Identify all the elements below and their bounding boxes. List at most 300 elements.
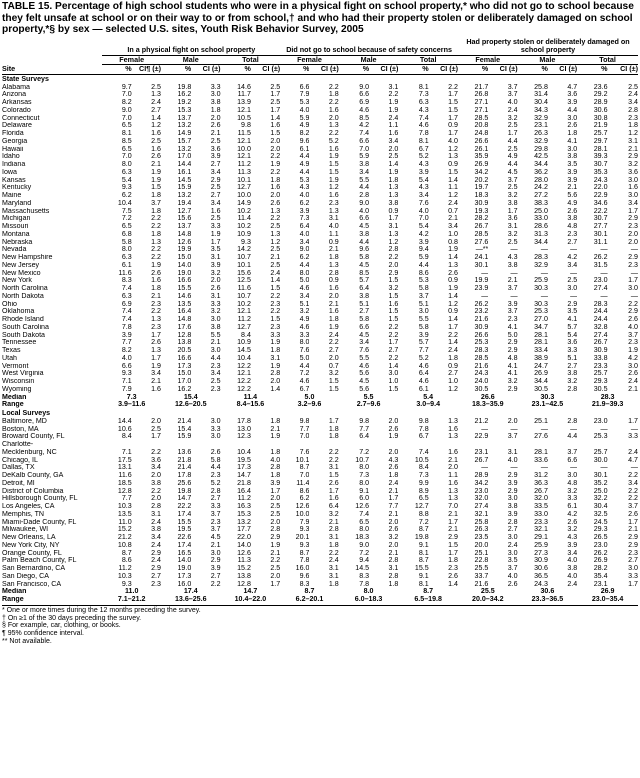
- pct-cell: 7.0: [299, 433, 310, 441]
- pct-cell: 26.6: [474, 137, 489, 145]
- ci-cell: 2.2: [628, 300, 638, 308]
- table-row: [2, 386, 638, 394]
- pct-cell: 7.6: [299, 347, 310, 355]
- pct-cell: 13.2: [177, 145, 192, 153]
- ci-cell: 4.1: [507, 323, 518, 331]
- ci-cell: 1.7: [448, 91, 458, 99]
- pct-cell: 30.7: [593, 161, 608, 169]
- pct-cell: 16.0: [295, 565, 310, 573]
- range-label: Range: [2, 596, 102, 605]
- pct-cell: 27.3: [534, 549, 548, 557]
- ci-cell: 2.2: [270, 215, 281, 223]
- pct-cell: 9.0: [121, 106, 132, 114]
- pct-cell: 9.6: [359, 246, 370, 254]
- ci-cell: 2.5: [151, 83, 161, 91]
- table-row: [2, 418, 638, 426]
- ci-cell: —: [570, 292, 578, 300]
- pct-cell: 11.0: [118, 518, 132, 526]
- site-name: DeKalb County, GA: [2, 472, 64, 480]
- ci-cell: 1.8: [270, 176, 281, 184]
- table-row: [2, 254, 638, 262]
- pct-cell: 26.2: [593, 549, 608, 557]
- pct-cell: 16.4: [237, 487, 251, 495]
- pct-cell: 9.3: [121, 580, 132, 588]
- ci-cell: 2.1: [210, 339, 221, 347]
- ci-cell: 3.9: [270, 479, 281, 487]
- pct-cell: —: [481, 425, 489, 433]
- ci-cell: 4.2: [567, 254, 578, 262]
- ci-cell: 2.6: [507, 580, 518, 588]
- pct-cell: 5.5: [418, 316, 429, 324]
- ci-cell: 2.8: [388, 557, 399, 565]
- site-name: Kentucky: [2, 184, 32, 192]
- table-row: [2, 301, 638, 309]
- median-value: 17.4: [183, 588, 198, 596]
- pct-cell: 7.0: [299, 472, 310, 480]
- pct-cell: 30.8: [593, 114, 608, 122]
- pct-cell: 9.4: [359, 557, 370, 565]
- ci-cell: 3.4: [210, 168, 221, 176]
- ci-cell: 2.8: [270, 526, 281, 534]
- pct-cell: 15.0: [177, 254, 192, 262]
- pct-cell: 19.0: [177, 565, 192, 573]
- ci-cell: 2.6: [210, 285, 221, 293]
- group-header-safety: Did not go to school because of safety concerns: [280, 38, 458, 56]
- ci-cell: 3.2: [388, 285, 399, 293]
- ci-cell: 1.6: [328, 145, 339, 153]
- ci-cell: 4.4: [507, 137, 518, 145]
- pct-header: %: [339, 65, 369, 75]
- ci-cell: 2.2: [151, 487, 161, 495]
- median-value: 26.9: [600, 588, 615, 596]
- ci-cell: 1.8: [388, 472, 399, 480]
- ci-cell: 2.3: [448, 565, 458, 573]
- pct-cell: 30.3: [534, 300, 548, 308]
- ci-cell: 3.2: [210, 308, 221, 316]
- ci-cell: 1.8: [151, 192, 161, 200]
- ci-cell: 2.2: [328, 99, 339, 107]
- pct-cell: 4.5: [359, 223, 370, 231]
- site-name: Wyoming: [2, 385, 32, 393]
- ci-cell: 2.5: [507, 184, 518, 192]
- pct-cell: 25.0: [593, 487, 608, 495]
- pct-cell: 28.9: [593, 99, 608, 107]
- ci-cell: 2.0: [628, 230, 638, 238]
- ci-cell: 4.4: [567, 106, 578, 114]
- pct-cell: 14.5: [355, 565, 370, 573]
- pct-cell: 23.1: [474, 448, 489, 456]
- sex-header-male: Male: [161, 55, 221, 65]
- ci-cell: 3.6: [151, 456, 161, 464]
- pct-cell: 10.7: [355, 456, 370, 464]
- median-value: 14.7: [243, 588, 258, 596]
- pct-cell: 9.8: [241, 122, 251, 130]
- ci-cell: 3.2: [567, 487, 578, 495]
- ci-cell: 1.9: [270, 433, 281, 441]
- ci-cell: 3.0: [210, 417, 221, 425]
- ci-cell: 1.8: [328, 316, 339, 324]
- ci-cell: 6.4: [328, 503, 339, 511]
- pct-cell: —: [540, 292, 548, 300]
- ci-cell: 2.9: [507, 472, 518, 480]
- pct-cell: 16.0: [177, 580, 192, 588]
- ci-cell: 2.8: [328, 526, 339, 534]
- pct-cell: 25.3: [593, 433, 608, 441]
- ci-cell: —: [630, 464, 638, 472]
- ci-cell: 1.2: [448, 385, 458, 393]
- ci-cell: 3.1: [328, 215, 339, 223]
- ci-cell: 2.4: [270, 269, 281, 277]
- pct-cell: 22.9: [474, 433, 489, 441]
- pct-cell: 26.3: [474, 526, 489, 534]
- pct-cell: 3.9: [299, 207, 310, 215]
- ci-cell: 1.6: [151, 385, 161, 393]
- ci-cell: 1.7: [628, 207, 638, 215]
- pct-cell: 33.7: [474, 572, 489, 580]
- pct-cell: 25.1: [474, 549, 489, 557]
- ci-cell: 1.3: [388, 192, 399, 200]
- ci-cell: 2.5: [507, 145, 518, 153]
- ci-cell: 2.7: [388, 347, 399, 355]
- ci-cell: 2.9: [628, 153, 638, 161]
- ci-cell: 2.3: [210, 385, 221, 393]
- pct-cell: 18.3: [474, 192, 489, 200]
- pct-cell: 22.2: [177, 503, 192, 511]
- pct-cell: 23.2: [474, 308, 489, 316]
- pct-cell: 30.5: [474, 385, 489, 393]
- pct-cell: 36.2: [534, 168, 548, 176]
- ci-cell: 2.0: [270, 495, 281, 503]
- pct-cell: 7.7: [299, 425, 310, 433]
- ci-cell: 3.6: [507, 215, 518, 223]
- pct-cell: 10.0: [237, 192, 251, 200]
- ci-cell: 4.0: [448, 137, 458, 145]
- range-value: 8.4–15.6: [236, 401, 265, 409]
- pct-cell: 9.3: [241, 238, 251, 246]
- site-name: Kansas: [2, 176, 26, 184]
- ci-cell: 2.2: [151, 308, 161, 316]
- pct-cell: 10.4: [117, 199, 132, 207]
- ci-cell: 2.1: [567, 184, 578, 192]
- pct-cell: 32.9: [534, 261, 548, 269]
- ci-header: CI (±): [488, 65, 517, 75]
- pct-cell: 17.8: [177, 472, 192, 480]
- pct-cell: 15.0: [177, 370, 192, 378]
- ci-cell: 2.5: [628, 83, 638, 91]
- pct-cell: 8.3: [299, 580, 310, 588]
- ci-cell: —: [630, 269, 638, 277]
- ci-cell: 3.4: [151, 370, 161, 378]
- ci-cell: 2.0: [388, 417, 399, 425]
- pct-cell: 28.1: [534, 339, 548, 347]
- pct-cell: 6.6: [121, 362, 132, 370]
- pct-cell: 12.8: [117, 487, 132, 495]
- pct-cell: 8.7: [418, 557, 429, 565]
- table-row: [2, 84, 638, 92]
- pct-cell: 42.5: [534, 153, 548, 161]
- ci-cell: 4.2: [567, 510, 578, 518]
- ci-cell: 3.1: [388, 83, 399, 91]
- ci-cell: 2.4: [448, 347, 458, 355]
- pct-cell: 34.2: [474, 168, 489, 176]
- ci-cell: 5.0: [507, 331, 518, 339]
- pct-cell: 4.0: [121, 354, 132, 362]
- ci-cell: 1.4: [151, 114, 161, 122]
- pct-cell: 23.0: [593, 277, 608, 285]
- pct-cell: 33.8: [593, 354, 608, 362]
- pct-cell: 25.9: [534, 277, 548, 285]
- pct-cell: 7.4: [418, 114, 429, 122]
- pct-cell: 6.4: [299, 223, 310, 231]
- pct-cell: 3.9: [418, 238, 429, 246]
- pct-cell: —: [481, 269, 489, 277]
- table-row: [2, 534, 638, 542]
- pct-cell: 25.0: [534, 207, 548, 215]
- ci-cell: 1.5: [388, 308, 399, 316]
- ci-cell: 1.9: [151, 168, 161, 176]
- ci-cell: 1.6: [328, 495, 339, 503]
- pct-cell: 16.4: [177, 308, 192, 316]
- ci-cell: 2.7: [210, 495, 221, 503]
- pct-cell: 20.8: [474, 122, 489, 130]
- ci-cell: 2.3: [151, 323, 161, 331]
- pct-cell: 12.7: [414, 503, 429, 511]
- pct-cell: 32.1: [534, 526, 548, 534]
- pct-cell: 10.6: [117, 425, 132, 433]
- ci-cell: 3.4: [567, 261, 578, 269]
- site-name: Delaware: [2, 122, 32, 130]
- pct-cell: 21.4: [177, 417, 192, 425]
- table-row: [2, 239, 638, 247]
- ci-cell: 3.8: [151, 479, 161, 487]
- pct-cell: —: [600, 425, 608, 433]
- pct-cell: 24.5: [593, 518, 608, 526]
- ci-cell: 2.4: [507, 541, 518, 549]
- site-name: Massachusetts: [2, 207, 50, 215]
- ci-cell: 1.7: [628, 580, 638, 588]
- pct-cell: 25.1: [534, 417, 548, 425]
- pct-cell: 14.9: [237, 199, 251, 207]
- pct-cell: 7.4: [121, 316, 132, 324]
- pct-cell: 4.0: [418, 207, 429, 215]
- pct-cell: 6.5: [418, 495, 429, 503]
- ci-cell: 1.3: [448, 153, 458, 161]
- ci-cell: 2.9: [628, 541, 638, 549]
- ci-cell: 2.2: [448, 83, 458, 91]
- ci-cell: 5.1: [567, 354, 578, 362]
- pct-cell: 17.6: [177, 323, 192, 331]
- pct-cell: 12.7: [237, 323, 251, 331]
- ci-cell: 4.8: [567, 479, 578, 487]
- ci-cell: 2.0: [328, 114, 339, 122]
- ci-cell: 2.3: [507, 316, 518, 324]
- pct-cell: 13.9: [237, 99, 251, 107]
- ci-cell: 2.1: [151, 378, 161, 386]
- ci-cell: 3.0: [210, 433, 221, 441]
- footnote: § For example, car, clothing, or books.: [2, 622, 121, 630]
- page: [2, 0, 638, 646]
- pct-cell: 8.3: [359, 572, 370, 580]
- ci-cell: —: [510, 269, 518, 277]
- pct-cell: 4.3: [299, 184, 310, 192]
- ci-cell: 3.4: [628, 199, 638, 207]
- ci-cell: —: [510, 425, 518, 433]
- ci-cell: 3.2: [567, 526, 578, 534]
- pct-cell: 27.0: [534, 316, 548, 324]
- ci-cell: 2.2: [628, 487, 638, 495]
- pct-cell: 9.3: [121, 370, 132, 378]
- pct-cell: 14.4: [117, 417, 132, 425]
- ci-cell: 2.9: [270, 534, 281, 542]
- ci-cell: 4.8: [507, 354, 518, 362]
- pct-cell: 26.7: [593, 339, 608, 347]
- ci-cell: 2.7: [567, 238, 578, 246]
- pct-cell: 4.2: [418, 230, 429, 238]
- ci-cell: 2.6: [388, 425, 399, 433]
- ci-cell: 2.2: [448, 331, 458, 339]
- pct-cell: 21.4: [177, 464, 192, 472]
- ci-cell: 2.5: [270, 503, 281, 511]
- site-name: San Francisco, CA: [2, 580, 62, 588]
- pct-cell: 5.0: [299, 354, 310, 362]
- pct-cell: 14.6: [237, 83, 251, 91]
- ci-cell: 2.4: [507, 106, 518, 114]
- pct-cell: 8.6: [418, 269, 429, 277]
- pct-cell: 19.8: [177, 83, 192, 91]
- table-row: [2, 449, 638, 457]
- ci-cell: 1.6: [270, 184, 281, 192]
- pct-cell: 12.1: [237, 106, 251, 114]
- table-row: [2, 115, 638, 123]
- ci-cell: 7.0: [448, 503, 458, 511]
- pct-cell: 34.4: [534, 378, 548, 386]
- ci-cell: 3.8: [210, 99, 221, 107]
- pct-cell: 34.2: [474, 479, 489, 487]
- site-name: Rhode Island: [2, 316, 44, 324]
- ci-cell: 3.5: [567, 308, 578, 316]
- pct-cell: 17.4: [177, 510, 192, 518]
- pct-cell: 9.0: [299, 246, 310, 254]
- ci-cell: 1.6: [328, 106, 339, 114]
- ci-cell: 3.0: [210, 316, 221, 324]
- ci-cell: 3.0: [628, 176, 638, 184]
- pct-cell: 6.9: [121, 300, 132, 308]
- ci-cell: 2.7: [151, 572, 161, 580]
- ci-cell: 1.8: [448, 354, 458, 362]
- ci-cell: 3.1: [507, 223, 518, 231]
- pct-cell: 4.0: [299, 230, 310, 238]
- ci-cell: 2.1: [270, 254, 281, 262]
- table-row: [2, 169, 638, 177]
- ci-cell: 3.8: [210, 323, 221, 331]
- pct-cell: 13.8: [177, 339, 192, 347]
- ci-cell: 2.7: [328, 347, 339, 355]
- site-name: Missouri: [2, 223, 29, 231]
- ci-cell: 3.2: [507, 114, 518, 122]
- pct-cell: 6.1: [121, 261, 132, 269]
- pct-cell: 23.9: [474, 285, 489, 293]
- ci-cell: 1.6: [151, 130, 161, 138]
- pct-header: %: [577, 65, 607, 75]
- ci-cell: 3.4: [210, 370, 221, 378]
- ci-cell: 1.8: [328, 254, 339, 262]
- ci-cell: 3.3: [567, 347, 578, 355]
- pct-cell: 4.0: [299, 192, 310, 200]
- ci-cell: 3.5: [210, 246, 221, 254]
- ci-cell: 4.0: [270, 456, 281, 464]
- table-row: [2, 91, 638, 99]
- ci-cell: 3.0: [210, 347, 221, 355]
- site-name: Michigan: [2, 215, 31, 223]
- pct-cell: 28.5: [474, 230, 489, 238]
- ci-cell: 3.1: [151, 510, 161, 518]
- ci-cell: —: [570, 246, 578, 254]
- pct-cell: 33.0: [534, 510, 548, 518]
- pct-cell: 26.7: [474, 223, 489, 231]
- ci-cell: 1.7: [388, 339, 399, 347]
- pct-cell: 3.4: [299, 292, 310, 300]
- ci-cell: 3.1: [507, 448, 518, 456]
- sex-header-female: Female: [280, 55, 339, 65]
- range-value: 6.2–20.1: [280, 596, 339, 605]
- pct-cell: 31.3: [534, 230, 548, 238]
- ci-header: CI (±): [191, 65, 220, 75]
- ci-cell: 2.1: [448, 215, 458, 223]
- pct-cell: 7.3: [418, 91, 429, 99]
- ci-cell: 1.1: [448, 472, 458, 480]
- ci-cell: 3.7: [507, 176, 518, 184]
- pct-cell: 6.4: [418, 370, 429, 378]
- pct-cell: 8.6: [299, 487, 310, 495]
- pct-cell: 8.1: [418, 580, 429, 588]
- range-value: 6.5–19.8: [398, 596, 458, 605]
- ci-cell: 2.2: [151, 215, 161, 223]
- ci-cell: 1.9: [388, 433, 399, 441]
- pct-cell: 16.6: [177, 277, 192, 285]
- ci-cell: 2.5: [210, 184, 221, 192]
- pct-cell: 7.9: [299, 518, 310, 526]
- ci-cell: 1.9: [270, 541, 281, 549]
- pct-cell: 9.4: [418, 246, 429, 254]
- ci-cell: 2.2: [328, 456, 339, 464]
- ci-cell: 4.0: [628, 323, 638, 331]
- pct-cell: 12.6: [355, 503, 370, 511]
- median-label: Median: [2, 588, 27, 596]
- ci-cell: 2.7: [448, 370, 458, 378]
- ci-cell: 1.4: [270, 114, 281, 122]
- ci-cell: 2.2: [270, 153, 281, 161]
- range-value: 23.0–35.4: [577, 596, 638, 605]
- ci-cell: 1.6: [388, 130, 399, 138]
- pct-cell: 30.4: [593, 503, 608, 511]
- pct-cell: —: [600, 269, 608, 277]
- pct-cell: 4.6: [359, 362, 370, 370]
- pct-cell: 7.3: [418, 472, 429, 480]
- pct-cell: 19.5: [177, 526, 192, 534]
- pct-cell: 8.1: [418, 549, 429, 557]
- pct-cell: 5.7: [418, 339, 429, 347]
- pct-cell: 25.3: [534, 308, 548, 316]
- ci-cell: 3.0: [507, 534, 518, 542]
- pct-cell: 31.5: [593, 261, 608, 269]
- ci-cell: 2.7: [507, 526, 518, 534]
- ci-cell: 3.0: [210, 549, 221, 557]
- ci-cell: 1.5: [270, 316, 281, 324]
- ci-cell: 2.8: [270, 464, 281, 472]
- section-header-row: [2, 409, 638, 418]
- pct-cell: 27.6: [474, 238, 489, 246]
- pct-cell: 3.4: [359, 339, 370, 347]
